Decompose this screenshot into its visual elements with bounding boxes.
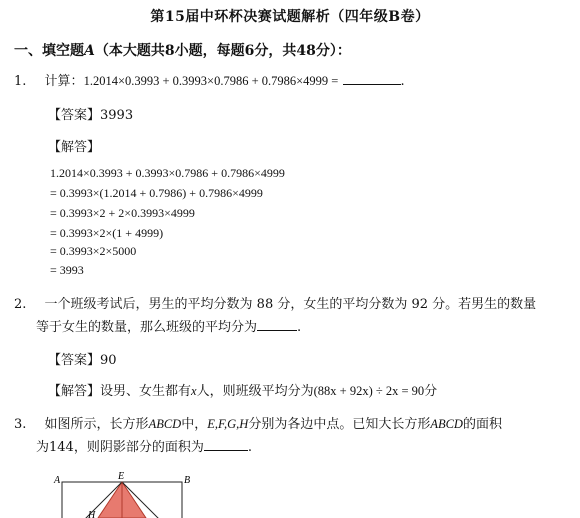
q3-line-2 [36,436,252,455]
section-prefix: 一、填空题 [14,43,84,59]
section-letter: A [84,43,95,59]
label-e: E [118,471,125,482]
q1-answer-label: 【答案】 [48,108,101,123]
q1-step: = 0.3993×(1.2014 + 0.7986) + 0.7986×4999 [50,186,263,200]
q1-number: 1. [14,74,27,89]
q3-text-2a: 为144，则阴影部分的面积为 [36,440,204,455]
q2-answer-blank [257,318,297,331]
q3-text-1d: 的面积 [462,417,502,432]
q3-text-1a: 如图所示，长方形 [44,417,149,432]
q3-end: . [247,440,252,455]
q2-line-2 [36,316,301,335]
q2-answer-label: 【答案】 [48,353,101,368]
q1-answer-value: 3993 [100,108,134,123]
q3-text-1c: 分别为各边中点。已知大长方形 [248,417,431,432]
q2-end: . [297,320,302,335]
q1-solution-label: 【解答】 [48,140,101,155]
q2-line-1 [14,293,536,312]
section-rest: （本大题共8小题，每题6分，共48分）： [94,43,351,59]
q2-solution-expression: (88x + 92x) ÷ 2x = 90 [313,384,425,398]
label-h: H [88,510,96,518]
q1-step: = 0.3993×2 + 2×0.3993×4999 [50,206,195,220]
q1-prompt: 计算： [44,74,84,89]
q2-text-2: 等于女生的数量，那么班级的平均分为 [36,320,258,335]
q3-answer-blank [204,438,248,451]
q2-var-x: x [191,384,197,398]
q1-line [14,70,405,89]
q3-efgh: E,F,G,H [207,417,249,431]
q3-text-1b: 中， [181,417,208,432]
label-a: A [54,475,61,486]
q2-text-1: 一个班级考试后，男生的平均分数为 88 分，女生的平均分数为 92 分。若男生的数量 [44,297,537,312]
q1-step: = 0.3993×2×5000 [50,244,137,258]
q2-solution [48,380,437,399]
q3-abcd-2: ABCD [430,417,463,431]
q2-solution-text-2: 人，则班级平均分为 [196,384,314,399]
q3-line-1 [14,413,502,432]
q3-abcd: ABCD [148,417,182,431]
q2-answer [48,349,117,368]
q2-answer-value: 90 [100,353,117,368]
q1-answer [48,104,133,123]
q2-solution-text: 设男、女生都有 [100,384,192,399]
q1-expression: 1.2014×0.3993 + 0.3993×0.7986 + 0.7986×4999 = [83,74,339,88]
q2-solution-end: 分 [424,384,438,399]
q1-step: = 3993 [50,263,84,277]
section-heading [14,40,351,60]
rectangle-figure [40,470,210,518]
label-b: B [184,475,191,486]
q1-step: 1.2014×0.3993 + 0.3993×0.7986 + 0.7986×4999 [50,166,285,180]
q1-end: . [400,74,405,89]
page-title: 第15届中环杯决赛试题解析（四年级B卷） [150,9,430,25]
q1-answer-blank [343,72,401,85]
q3-number: 3. [14,417,27,432]
q2-solution-label: 【解答】 [48,384,101,399]
q1-step: = 0.3993×2×(1 + 4999) [50,226,164,240]
q2-number: 2. [14,297,27,312]
